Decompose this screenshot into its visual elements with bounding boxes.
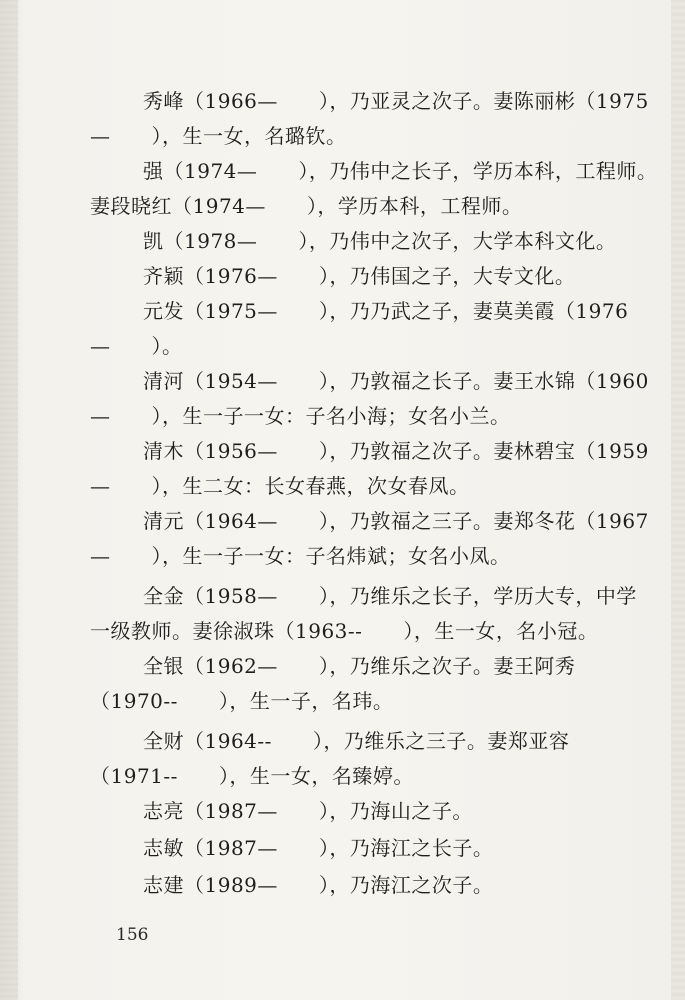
text-line: 妻段晓红（1974— ），学历本科，工程师。 xyxy=(90,194,523,218)
text-line: — ）。 xyxy=(90,334,183,358)
text-line: — ），生一女，名璐钦。 xyxy=(90,124,347,148)
text-line: 凯（1978— ），乃伟中之次子，大学本科文化。 xyxy=(143,229,617,253)
text-line: 元发（1975— ），乃乃武之子，妻莫美霞（1976 xyxy=(143,299,629,323)
text-line: 志敏（1987— ），乃海江之长子。 xyxy=(143,836,494,860)
text-line: 全金（1958— ），乃维乐之长子，学历大专，中学 xyxy=(143,584,637,608)
text-line: 清木（1956— ），乃敦福之次子。妻林碧宝（1959 xyxy=(143,439,649,463)
page-number: 156 xyxy=(116,925,149,945)
page-edge-right xyxy=(671,0,685,1000)
text-line: 齐颖（1976— ），乃伟国之子，大专文化。 xyxy=(143,264,576,288)
text-line: 清河（1954— ），乃敦福之长子。妻王水锦（1960 xyxy=(143,369,649,393)
text-line: 志建（1989— ），乃海江之次子。 xyxy=(143,873,494,897)
text-line: 强（1974— ），乃伟中之长子，学历本科，工程师。 xyxy=(143,159,658,183)
text-line: 全银（1962— ），乃维乐之次子。妻王阿秀 xyxy=(143,654,576,678)
text-line: — ），生一子一女：子名炜斌；女名小凤。 xyxy=(90,544,511,568)
text-line: 秀峰（1966— ），乃亚灵之次子。妻陈丽彬（1975 xyxy=(143,89,649,113)
text-line: 全财（1964-- ），乃维乐之三子。妻郑亚容 xyxy=(143,729,570,753)
text-line: 清元（1964— ），乃敦福之三子。妻郑冬花（1967 xyxy=(143,509,649,533)
text-line: （1970-- ），生一子，名玮。 xyxy=(90,689,394,713)
text-line: — ），生二女：长女春燕，次女春凤。 xyxy=(90,474,470,498)
page-edge-left xyxy=(0,0,18,1000)
text-line: （1971-- ），生一女，名臻婷。 xyxy=(90,764,414,788)
text-line: 一级教师。妻徐淑珠（1963-- ），生一女，名小冠。 xyxy=(90,619,599,643)
text-line: 志亮（1987— ），乃海山之子。 xyxy=(143,799,473,823)
text-line: — ），生一子一女：子名小海；女名小兰。 xyxy=(90,404,511,428)
